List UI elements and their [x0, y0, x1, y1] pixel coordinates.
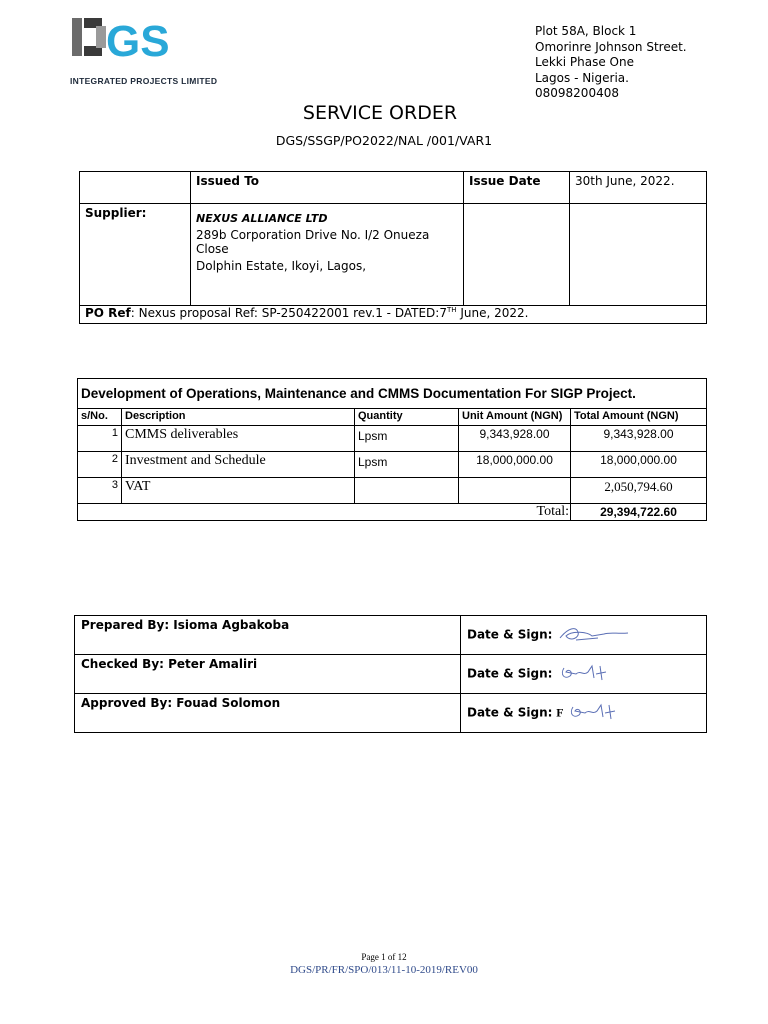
- col-quantity: Quantity: [355, 409, 459, 426]
- row-quantity: [355, 478, 459, 504]
- po-ref: [80, 306, 707, 324]
- table-row: [78, 478, 707, 504]
- po-ref-label: PO Ref: [85, 306, 131, 320]
- supplier-address-1: 289b Corporation Drive No. I/2 Onueza Close: [196, 228, 430, 256]
- prepared-sign-cell: [461, 616, 707, 655]
- supplier-details: [191, 204, 464, 306]
- address-line: Omorinre Johnson Street.: [535, 39, 687, 54]
- prepared-by: Prepared By: Isioma Agbakoba: [75, 616, 461, 655]
- issue-table: [79, 171, 707, 324]
- total-label: Total:: [78, 504, 571, 521]
- issue-date-value: 30th June, 2022.: [570, 172, 707, 204]
- row-sn: 2: [78, 452, 122, 478]
- row-description: VAT: [122, 478, 355, 504]
- approved-mark: F: [556, 705, 564, 720]
- row-total: 9,343,928.00: [571, 426, 707, 452]
- date-sign-label: Date & Sign:: [467, 627, 553, 642]
- document-title: SERVICE ORDER: [302, 102, 458, 124]
- row-description: Investment and Schedule: [122, 452, 355, 478]
- row-description: CMMS deliverables: [122, 426, 355, 452]
- order-heading: Development of Operations, Maintenance and CMMS Documentation For SIGP Project.: [78, 379, 707, 409]
- total-value: 29,394,722.60: [571, 504, 707, 521]
- po-ref-text: : Nexus proposal Ref: SP-250422001 rev.1 - DATED:7: [130, 306, 447, 320]
- row-quantity: Lpsm: [355, 426, 459, 452]
- date-sign-label: Date & Sign:: [467, 666, 553, 681]
- address-line: Lekki Phase One: [535, 55, 634, 69]
- col-unit: Unit Amount (NGN): [459, 409, 571, 426]
- supplier-name: NEXUS ALLIANCE LTD: [196, 212, 328, 225]
- address-line: 08098200408: [535, 86, 619, 100]
- approved-sign-cell: [461, 694, 707, 733]
- page-number: Page 1 of 12: [361, 952, 407, 962]
- address-line: Plot 58A, Block 1: [535, 24, 637, 38]
- signature-image: [567, 701, 617, 725]
- row-total: 2,050,794.60: [571, 478, 707, 504]
- row-total: 18,000,000.00: [571, 452, 707, 478]
- document-reference: DGS/SSGP/PO2022/NAL /001/VAR1: [275, 133, 493, 148]
- supplier-address-2: Dolphin Estate, Ikoyi, Lagos,: [196, 259, 367, 273]
- col-description: Description: [122, 409, 355, 426]
- row-sn: 1: [78, 426, 122, 452]
- row-sn: 3: [78, 478, 122, 504]
- checked-sign-cell: [461, 655, 707, 694]
- document-code: DGS/PR/FR/SPO/013/11-10-2019/REV00: [290, 964, 478, 976]
- col-total: Total Amount (NGN): [571, 409, 707, 426]
- po-ref-sup: TH: [446, 306, 457, 314]
- issued-to-label: Issued To: [191, 172, 464, 204]
- logo-text: GS: [106, 17, 170, 66]
- supplier-label: Supplier:: [80, 204, 191, 306]
- row-unit: 18,000,000.00: [459, 452, 571, 478]
- row-unit: [459, 478, 571, 504]
- row-quantity: Lpsm: [355, 452, 459, 478]
- checked-by: Checked By: Peter Amaliri: [75, 655, 461, 694]
- row-unit: 9,343,928.00: [459, 426, 571, 452]
- table-row: [78, 426, 707, 452]
- address-line: Lagos - Nigeria.: [535, 70, 629, 85]
- approved-by: Approved By: Fouad Solomon: [75, 694, 461, 733]
- signoff-table: [74, 615, 707, 733]
- issue-date-label: Issue Date: [464, 172, 570, 204]
- order-table: [77, 378, 707, 521]
- company-address: [535, 24, 687, 102]
- table-row: [78, 452, 707, 478]
- signature-image: [558, 662, 608, 686]
- col-sn: s/No.: [78, 409, 122, 426]
- date-sign-label: Date & Sign:: [467, 705, 553, 720]
- signature-image: [558, 624, 630, 646]
- po-ref-tail: June, 2022.: [456, 306, 529, 320]
- logo-subtitle: INTEGRATED PROJECTS LIMITED: [70, 76, 218, 86]
